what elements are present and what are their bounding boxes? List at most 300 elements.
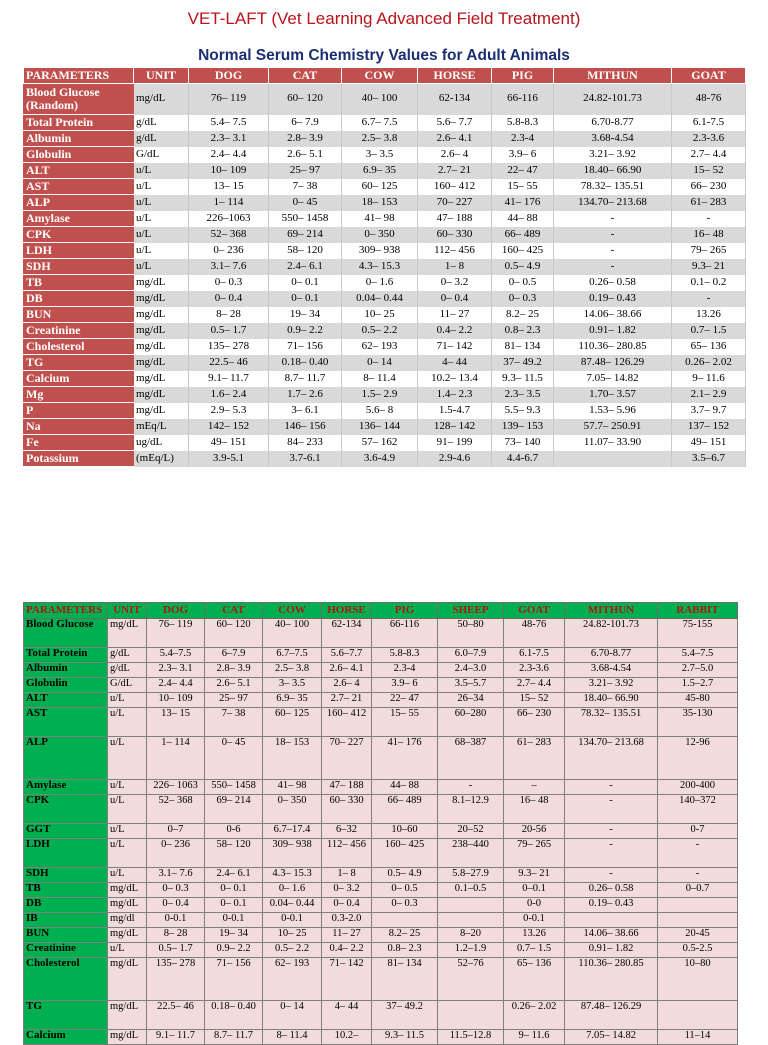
value-cell-mithun: -	[565, 868, 658, 883]
value-cell-cow: 0– 1.6	[342, 275, 418, 291]
value-cell-pig: 41– 176	[492, 195, 554, 211]
value-cell-cow: 40– 100	[342, 84, 418, 115]
value-cell-rabbit: 1.5–2.7	[658, 678, 738, 693]
unit-cell: u/L	[108, 780, 147, 795]
unit-cell: mg/dL	[134, 403, 189, 419]
value-cell-horse: 160– 412	[322, 708, 372, 737]
value-cell-cat: 0– 0.1	[205, 883, 263, 898]
unit-cell: u/L	[134, 243, 189, 259]
value-cell-pig: 66– 489	[492, 227, 554, 243]
value-cell-rabbit: 2.7–5.0	[658, 663, 738, 678]
value-cell-mithun: 0.19– 0.43	[554, 291, 672, 307]
value-cell-dog: 135– 278	[147, 958, 205, 1001]
value-cell-mithun: 7.05– 14.82	[554, 371, 672, 387]
value-cell-cow: 10– 25	[342, 307, 418, 323]
value-cell-goat: 0.26– 2.02	[504, 1001, 565, 1030]
value-cell-mithun: 24.82-101.73	[565, 619, 658, 648]
value-cell-horse: 1– 8	[322, 868, 372, 883]
value-cell-horse: 62-134	[418, 84, 492, 115]
parameter-cell: Potassium	[24, 451, 134, 467]
value-cell-dog: 10– 109	[189, 163, 269, 179]
value-cell-dog: 0.5– 1.7	[189, 323, 269, 339]
value-cell-cow: 6.7–17.4	[263, 824, 322, 839]
value-cell-goat: 2.3-3.6	[504, 663, 565, 678]
value-cell-pig: 4.4-6.7	[492, 451, 554, 467]
value-cell-mithun: 78.32– 135.51	[565, 708, 658, 737]
value-cell-pig: 8.2– 25	[372, 928, 438, 943]
value-cell-cat: 69– 214	[269, 227, 342, 243]
value-cell-cow: 4.3– 15.3	[342, 259, 418, 275]
value-cell-horse: 2.9-4.6	[418, 451, 492, 467]
unit-cell: u/L	[108, 943, 147, 958]
value-cell-cat: 2.8– 3.9	[205, 663, 263, 678]
value-cell-dog: 0– 236	[147, 839, 205, 868]
value-cell-sheep: 50–80	[438, 619, 504, 648]
value-cell-cat: 0– 0.1	[205, 898, 263, 913]
value-cell-goat: 137– 152	[672, 419, 746, 435]
table-row	[24, 211, 746, 227]
table-row	[24, 387, 746, 403]
value-cell-horse: 47– 188	[322, 780, 372, 795]
value-cell-cat: 69– 214	[205, 795, 263, 824]
value-cell-mithun: -	[565, 824, 658, 839]
parameter-cell: Cholesterol	[24, 339, 134, 355]
value-cell-goat: 48-76	[504, 619, 565, 648]
value-cell-horse: 2.7– 21	[418, 163, 492, 179]
value-cell-mithun: 18.40– 66.90	[554, 163, 672, 179]
value-cell-cat: 550– 1458	[205, 780, 263, 795]
value-cell-goat: 65– 136	[504, 958, 565, 1001]
value-cell-cow: 62– 193	[263, 958, 322, 1001]
value-cell-pig: 22– 47	[372, 693, 438, 708]
parameter-cell: Calcium	[24, 371, 134, 387]
column-header-horse: HORSE	[322, 603, 372, 619]
table-subtitle: Normal Serum Chemistry Values for Adult Animals	[198, 47, 570, 64]
unit-cell: g/dL	[108, 648, 147, 663]
value-cell-horse: 2.7– 21	[322, 693, 372, 708]
value-cell-pig: 44– 88	[492, 211, 554, 227]
unit-cell: mg/dl	[108, 913, 147, 928]
value-cell-horse: 5.6–7.7	[322, 648, 372, 663]
value-cell-cow: 0-0.1	[263, 913, 322, 928]
value-cell-goat: 6.1-7.5	[504, 648, 565, 663]
table-row	[24, 291, 746, 307]
value-cell-goat: 13.26	[672, 307, 746, 323]
value-cell-rabbit: 0.5-2.5	[658, 943, 738, 958]
value-cell-dog: 76– 119	[189, 84, 269, 115]
value-cell-pig: 73– 140	[492, 435, 554, 451]
unit-cell: u/L	[134, 211, 189, 227]
value-cell-goat: 6.1-7.5	[672, 115, 746, 131]
value-cell-cow: 18– 153	[342, 195, 418, 211]
value-cell-horse: 160– 412	[418, 179, 492, 195]
value-cell-goat: 0.26– 2.02	[672, 355, 746, 371]
column-header-unit: UNIT	[108, 603, 147, 619]
value-cell-cow: 57– 162	[342, 435, 418, 451]
value-cell-horse: 112– 456	[322, 839, 372, 868]
value-cell-dog: 0– 0.3	[189, 275, 269, 291]
value-cell-mithun: 87.48– 126.29	[554, 355, 672, 371]
value-cell-horse: 10.2– 13.4	[418, 371, 492, 387]
value-cell-dog: 2.9– 5.3	[189, 403, 269, 419]
table-row	[24, 131, 746, 147]
table-row	[24, 619, 738, 648]
value-cell-pig: 160– 425	[492, 243, 554, 259]
table-row	[24, 913, 738, 928]
unit-cell: G/dL	[134, 147, 189, 163]
value-cell-horse: 1.4– 2.3	[418, 387, 492, 403]
value-cell-dog: 3.9-5.1	[189, 451, 269, 467]
value-cell-mithun: 0.91– 1.82	[565, 943, 658, 958]
value-cell-goat: 15– 52	[504, 693, 565, 708]
unit-cell: u/L	[108, 824, 147, 839]
value-cell-cat: 0– 45	[205, 737, 263, 780]
value-cell-sheep: 6.0–7.9	[438, 648, 504, 663]
value-cell-cat: 7– 38	[269, 179, 342, 195]
unit-cell: ug/dL	[134, 435, 189, 451]
column-header-mithun: MITHUN	[565, 603, 658, 619]
value-cell-dog: 1– 114	[189, 195, 269, 211]
value-cell-horse: 0– 0.4	[322, 898, 372, 913]
unit-cell: mg/dL	[134, 307, 189, 323]
unit-cell: mg/dL	[134, 291, 189, 307]
unit-cell: mg/dL	[134, 355, 189, 371]
parameter-cell: DB	[24, 291, 134, 307]
value-cell-cow: 3– 3.5	[342, 147, 418, 163]
value-cell-pig: 37– 49.2	[372, 1001, 438, 1030]
value-cell-rabbit: 5.4–7.5	[658, 648, 738, 663]
value-cell-pig: 66-116	[372, 619, 438, 648]
value-cell-dog: 1– 114	[147, 737, 205, 780]
value-cell-mithun: 14.06– 38.66	[565, 928, 658, 943]
parameter-cell: Globulin	[24, 147, 134, 163]
value-cell-cow: 0– 14	[263, 1001, 322, 1030]
value-cell-pig: 9.3– 11.5	[492, 371, 554, 387]
value-cell-dog: 0– 236	[189, 243, 269, 259]
unit-cell: (mEq/L)	[134, 451, 189, 467]
value-cell-goat: 61– 283	[672, 195, 746, 211]
value-cell-cow: 0– 14	[342, 355, 418, 371]
value-cell-dog: 8– 28	[189, 307, 269, 323]
value-cell-rabbit: 0–0.7	[658, 883, 738, 898]
value-cell-cow: 41– 98	[263, 780, 322, 795]
value-cell-cat: 2.4– 6.1	[269, 259, 342, 275]
value-cell-pig: 160– 425	[372, 839, 438, 868]
column-header-pig: PIG	[372, 603, 438, 619]
table-row	[24, 943, 738, 958]
value-cell-cow: 2.5– 3.8	[263, 663, 322, 678]
value-cell-cow: 6.7–7.5	[263, 648, 322, 663]
value-cell-goat: 48-76	[672, 84, 746, 115]
parameter-cell: TB	[24, 275, 134, 291]
value-cell-goat: 3.5–6.7	[672, 451, 746, 467]
unit-cell: g/dL	[108, 663, 147, 678]
value-cell-dog: 0– 0.4	[189, 291, 269, 307]
unit-cell: mg/dL	[134, 84, 189, 115]
unit-cell: u/L	[108, 693, 147, 708]
value-cell-rabbit: 35-130	[658, 708, 738, 737]
value-cell-cat: 6– 7.9	[269, 115, 342, 131]
table-row	[24, 403, 746, 419]
value-cell-sheep	[438, 898, 504, 913]
value-cell-dog: 142– 152	[189, 419, 269, 435]
value-cell-cat: 0– 0.1	[269, 291, 342, 307]
value-cell-cat: 60– 120	[269, 84, 342, 115]
value-cell-goat: 61– 283	[504, 737, 565, 780]
value-cell-sheep: 2.4–3.0	[438, 663, 504, 678]
value-cell-dog: 10– 109	[147, 693, 205, 708]
value-cell-sheep: 52–76	[438, 958, 504, 1001]
page-title: VET-LAFT (Vet Learning Advanced Field Treatment)	[187, 9, 581, 28]
value-cell-dog: 22.5– 46	[189, 355, 269, 371]
value-cell-goat: 0-0.1	[504, 913, 565, 928]
column-header-cow: COW	[263, 603, 322, 619]
value-cell-mithun: 110.36– 280.85	[565, 958, 658, 1001]
value-cell-pig: 5.8-8.3	[372, 648, 438, 663]
unit-cell: mg/dL	[108, 1030, 147, 1045]
table-row	[24, 663, 738, 678]
value-cell-mithun	[554, 451, 672, 467]
table-row	[24, 868, 738, 883]
parameter-cell: Amylase	[24, 211, 134, 227]
table-row	[24, 307, 746, 323]
unit-cell: u/L	[134, 259, 189, 275]
value-cell-cat: 71– 156	[205, 958, 263, 1001]
table-row	[24, 339, 746, 355]
value-cell-dog: 9.1– 11.7	[147, 1030, 205, 1045]
value-cell-mithun: 0.26– 0.58	[554, 275, 672, 291]
value-cell-mithun: 11.07– 33.90	[554, 435, 672, 451]
value-cell-horse: 70– 227	[322, 737, 372, 780]
parameter-cell: Blood Glucose (Random)	[24, 84, 134, 115]
value-cell-cat: 0-0.1	[205, 913, 263, 928]
value-cell-sheep: 20–52	[438, 824, 504, 839]
value-cell-cat: 0.9– 2.2	[205, 943, 263, 958]
value-cell-mithun: -	[554, 243, 672, 259]
value-cell-cat: 19– 34	[205, 928, 263, 943]
value-cell-goat: 0–0.1	[504, 883, 565, 898]
value-cell-pig: 66– 489	[372, 795, 438, 824]
value-cell-dog: 5.4–7.5	[147, 648, 205, 663]
value-cell-mithun: -	[565, 780, 658, 795]
value-cell-cat: 0.18– 0.40	[205, 1001, 263, 1030]
value-cell-pig: 41– 176	[372, 737, 438, 780]
parameter-cell: Blood Glucose	[24, 619, 108, 648]
value-cell-rabbit: 75-155	[658, 619, 738, 648]
parameter-cell: Calcium	[24, 1030, 108, 1045]
parameter-cell: AST	[24, 708, 108, 737]
value-cell-mithun: -	[554, 259, 672, 275]
unit-cell: mg/dL	[108, 958, 147, 1001]
value-cell-cat: 550– 1458	[269, 211, 342, 227]
value-cell-goat: 65– 136	[672, 339, 746, 355]
value-cell-cat: 2.8– 3.9	[269, 131, 342, 147]
value-cell-horse: 4– 44	[322, 1001, 372, 1030]
table-row	[24, 115, 746, 131]
value-cell-rabbit	[658, 913, 738, 928]
value-cell-goat: 9.3– 21	[672, 259, 746, 275]
table-row	[24, 259, 746, 275]
value-cell-cat: 6–7.9	[205, 648, 263, 663]
value-cell-cow: 0– 350	[263, 795, 322, 824]
value-cell-horse: 71– 142	[418, 339, 492, 355]
value-cell-mithun: 18.40– 66.90	[565, 693, 658, 708]
value-cell-horse: 2.6– 4	[418, 147, 492, 163]
value-cell-horse: 4– 44	[418, 355, 492, 371]
value-cell-mithun: 3.21– 3.92	[554, 147, 672, 163]
value-cell-sheep: 60–280	[438, 708, 504, 737]
value-cell-dog: 22.5– 46	[147, 1001, 205, 1030]
value-cell-horse: 0– 3.2	[322, 883, 372, 898]
unit-cell: u/L	[108, 839, 147, 868]
value-cell-mithun: 1.53– 5.96	[554, 403, 672, 419]
unit-cell: mg/dL	[108, 883, 147, 898]
serum-chemistry-table-2	[23, 602, 738, 1045]
value-cell-cat: 84– 233	[269, 435, 342, 451]
parameter-cell: Amylase	[24, 780, 108, 795]
value-cell-sheep: 8–20	[438, 928, 504, 943]
parameter-cell: LDH	[24, 243, 134, 259]
value-cell-goat: 66– 230	[504, 708, 565, 737]
value-cell-pig: 2.3-4	[372, 663, 438, 678]
unit-cell: u/L	[108, 737, 147, 780]
table-row	[24, 147, 746, 163]
value-cell-cat: 71– 156	[269, 339, 342, 355]
value-cell-pig: 0– 0.3	[492, 291, 554, 307]
table-row	[24, 678, 738, 693]
value-cell-rabbit: 200-400	[658, 780, 738, 795]
value-cell-cat: 3.7-6.1	[269, 451, 342, 467]
value-cell-dog: 13– 15	[147, 708, 205, 737]
column-header-goat: GOAT	[672, 68, 746, 84]
value-cell-goat: 2.1– 2.9	[672, 387, 746, 403]
table-row	[24, 648, 738, 663]
value-cell-pig: 139– 153	[492, 419, 554, 435]
value-cell-cow: 6.9– 35	[342, 163, 418, 179]
parameter-cell: Creatinine	[24, 943, 108, 958]
unit-cell: g/dL	[134, 115, 189, 131]
value-cell-pig	[372, 913, 438, 928]
column-header-cow: COW	[342, 68, 418, 84]
column-header-cat: CAT	[269, 68, 342, 84]
value-cell-cat: 58– 120	[205, 839, 263, 868]
value-cell-cow: 2.5– 3.8	[342, 131, 418, 147]
parameter-cell: Cholesterol	[24, 958, 108, 1001]
value-cell-goat: 66– 230	[672, 179, 746, 195]
value-cell-mithun: 87.48– 126.29	[565, 1001, 658, 1030]
value-cell-horse: 62-134	[322, 619, 372, 648]
parameter-cell: DB	[24, 898, 108, 913]
value-cell-horse: 112– 456	[418, 243, 492, 259]
parameter-cell: Total Protein	[24, 115, 134, 131]
value-cell-cat: 58– 120	[269, 243, 342, 259]
value-cell-horse: 2.6– 4.1	[322, 663, 372, 678]
value-cell-dog: 226–1063	[189, 211, 269, 227]
unit-cell: G/dL	[108, 678, 147, 693]
value-cell-cat: 0– 0.1	[269, 275, 342, 291]
table-row	[24, 163, 746, 179]
value-cell-dog: 76– 119	[147, 619, 205, 648]
value-cell-cow: 0.5– 2.2	[263, 943, 322, 958]
value-cell-pig: 0.8– 2.3	[492, 323, 554, 339]
value-cell-horse: 71– 142	[322, 958, 372, 1001]
value-cell-cat: 2.6– 5.1	[205, 678, 263, 693]
value-cell-dog: 3.1– 7.6	[147, 868, 205, 883]
value-cell-dog: 0–7	[147, 824, 205, 839]
value-cell-goat: 79– 265	[504, 839, 565, 868]
column-header-unit: UNIT	[134, 68, 189, 84]
unit-cell: mg/dL	[134, 387, 189, 403]
value-cell-dog: 13– 15	[189, 179, 269, 195]
unit-cell: mEq/L	[134, 419, 189, 435]
value-cell-cow: 4.3– 15.3	[263, 868, 322, 883]
table-row	[24, 1001, 738, 1030]
table-row	[24, 928, 738, 943]
value-cell-cat: 0.9– 2.2	[269, 323, 342, 339]
value-cell-sheep: -	[438, 780, 504, 795]
value-cell-sheep: 3.5–5.7	[438, 678, 504, 693]
value-cell-goat: 79– 265	[672, 243, 746, 259]
value-cell-cow: 8– 11.4	[263, 1030, 322, 1045]
parameter-cell: LDH	[24, 839, 108, 868]
table-row	[24, 84, 746, 115]
value-cell-sheep	[438, 913, 504, 928]
value-cell-goat: 3.7– 9.7	[672, 403, 746, 419]
value-cell-pig: 44– 88	[372, 780, 438, 795]
unit-cell: mg/dL	[134, 371, 189, 387]
value-cell-cat: 146– 156	[269, 419, 342, 435]
parameter-cell: BUN	[24, 307, 134, 323]
value-cell-pig: 0– 0.5	[372, 883, 438, 898]
value-cell-sheep: 11.5–12.8	[438, 1030, 504, 1045]
value-cell-mithun: 110.36– 280.85	[554, 339, 672, 355]
value-cell-cow: 5.6– 8	[342, 403, 418, 419]
value-cell-pig: 0– 0.3	[372, 898, 438, 913]
value-cell-pig: 2.3– 3.5	[492, 387, 554, 403]
value-cell-dog: 52– 368	[147, 795, 205, 824]
value-cell-cow: 6.9– 35	[263, 693, 322, 708]
value-cell-mithun: 6.70-8.77	[565, 648, 658, 663]
value-cell-cat: 8.7– 11.7	[205, 1030, 263, 1045]
value-cell-goat: 15– 52	[672, 163, 746, 179]
value-cell-dog: 226– 1063	[147, 780, 205, 795]
value-cell-rabbit: 45-80	[658, 693, 738, 708]
value-cell-mithun: 14.06– 38.66	[554, 307, 672, 323]
value-cell-pig: 3.9– 6	[492, 147, 554, 163]
value-cell-rabbit: 12-96	[658, 737, 738, 780]
value-cell-goat: 2.7– 4.4	[504, 678, 565, 693]
value-cell-horse: 128– 142	[418, 419, 492, 435]
value-cell-dog: 49– 151	[189, 435, 269, 451]
unit-cell: u/L	[134, 163, 189, 179]
value-cell-horse: 5.6– 7.7	[418, 115, 492, 131]
parameter-cell: ALP	[24, 195, 134, 211]
value-cell-pig: 0– 0.5	[492, 275, 554, 291]
value-cell-sheep: 8.1–12.9	[438, 795, 504, 824]
value-cell-goat: -	[672, 211, 746, 227]
value-cell-cow: 136– 144	[342, 419, 418, 435]
value-cell-cow: 0– 1.6	[263, 883, 322, 898]
value-cell-rabbit: 20-45	[658, 928, 738, 943]
value-cell-rabbit: 11–14	[658, 1030, 738, 1045]
parameter-cell: Fe	[24, 435, 134, 451]
value-cell-mithun: 0.19– 0.43	[565, 898, 658, 913]
column-header-goat: GOAT	[504, 603, 565, 619]
parameter-cell: GGT	[24, 824, 108, 839]
value-cell-mithun: 134.70– 213.68	[565, 737, 658, 780]
value-cell-pig: 3.9– 6	[372, 678, 438, 693]
value-cell-horse: 11– 27	[322, 928, 372, 943]
